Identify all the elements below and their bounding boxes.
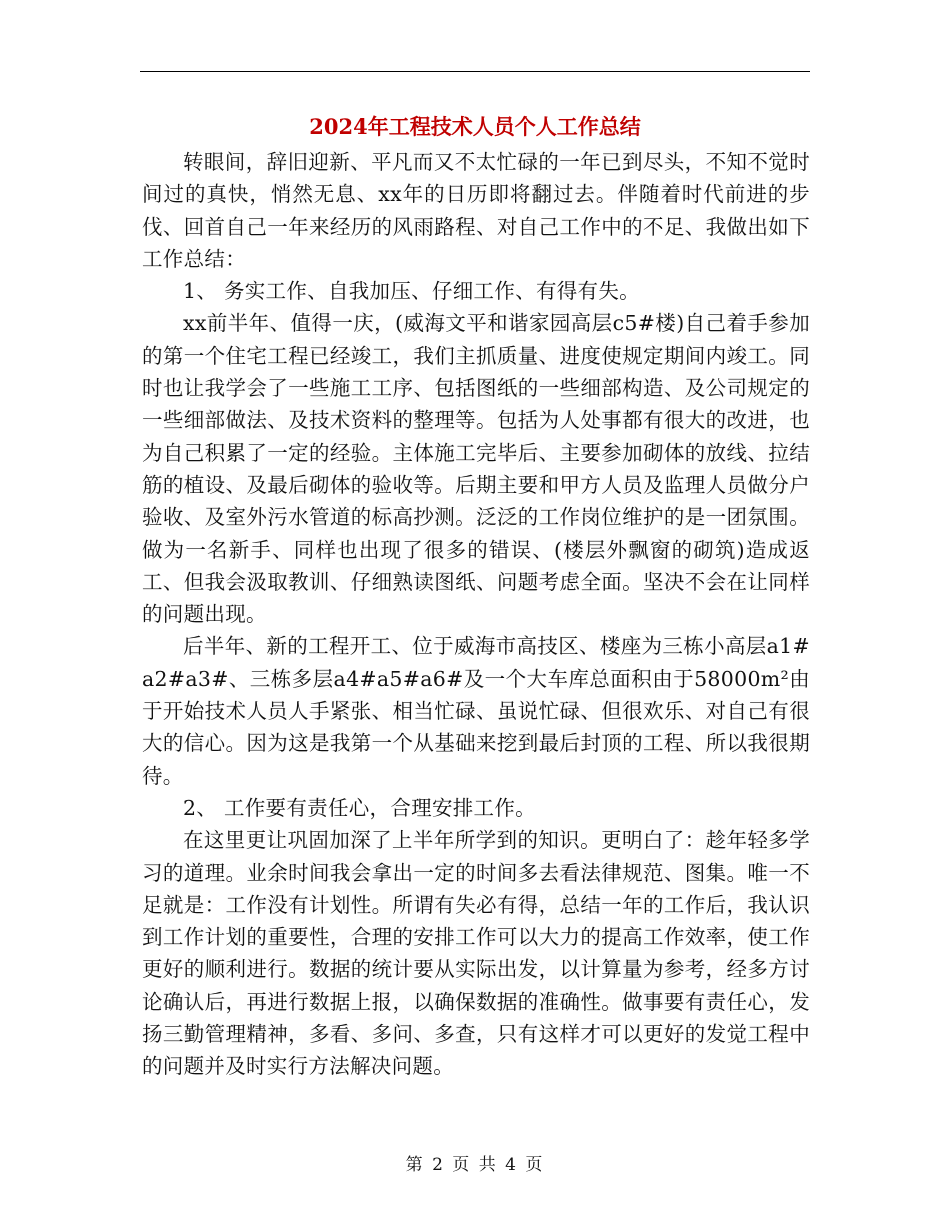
document-body — [142, 146, 810, 1083]
paragraph-second-half: 后半年、新的工程开工、位于威海市高技区、楼座为三栋小高层a1#a2#a3#、三栋多层a4#a5#a6#及一个大车库总面积由于58000m²由于开始技术人员人手紧张、相当忙碌、虽说忙碌、但很欢乐、对自己有很大的信心。因为这是我第一个从基础来挖到最后封顶的工程、所以我很期待。 — [142, 634, 810, 788]
header-rule — [140, 71, 810, 72]
paragraph-intro: 转眼间，辞旧迎新、平凡而又不太忙碌的一年已到尽头，不知不觉时间过的真快，悄然无息、xx年的日历即将翻过去。伴随着时代前进的步伐、回首自己一年来经历的风雨路程、对自己工作中的不足、我做出如下工作总结： — [142, 150, 810, 271]
section-heading-2: 2、 工作要有责任心，合理安排工作。 — [183, 795, 536, 820]
paragraph-reflection: 在这里更让巩固加深了上半年所学到的知识。更明白了：趁年轻多学习的道理。业余时间我会拿出一定的时间多去看法律规范、图集。唯一不足就是：工作没有计划性。所谓有失必有得，总结一年的工作后，我认识到工作计划的重要性，合理的安排工作可以大力的提高工作效率，使工作更好的顺利进行。数据的统计要从实际出发，以计算量为参考，经多方讨论确认后，再进行数据上报，以确保数据的准确性。做事要有责任心，发扬三勤管理精神，多看、多问、多查，只有这样才可以更好的发觉工程中的问题并及时实行方法解决问题。 — [142, 828, 810, 1079]
page-footer: 第 2 页 共 4 页 — [405, 1155, 545, 1175]
section-heading-1: 1、 务实工作、自我加压、仔细工作、有得有失。 — [183, 279, 640, 304]
document-title: 2024年工程技术人员个人工作总结 — [309, 114, 641, 139]
paragraph-first-half: xx前半年、值得一庆，(威海文平和谐家园高层c5#楼)自己着手参加的第一个住宅工程已经竣工，我们主抓质量、进度使规定期间内竣工。同时也让我学会了一些施工工序、包括图纸的一些细部构造、及公司规定的一些细部做法、及技术资料的整理等。包括为人处事都有很大的改进，也为自己积累了一定的经验。主体施工完毕后、主要参加砌体的放线、拉结筋的植设、及最后砌体的验收等。后期主要和甲方人员及监理人员做分户验收、及室外污水管道的标高抄测。泛泛的工作岗位维护的是一团氛围。做为一名新手、同样也出现了很多的错误、(楼层外飘窗的砌筑)造成返工、但我会汲取教训、仔细熟读图纸、问题考虑全面。坚决不会在让同样的问题出现。 — [142, 311, 810, 627]
